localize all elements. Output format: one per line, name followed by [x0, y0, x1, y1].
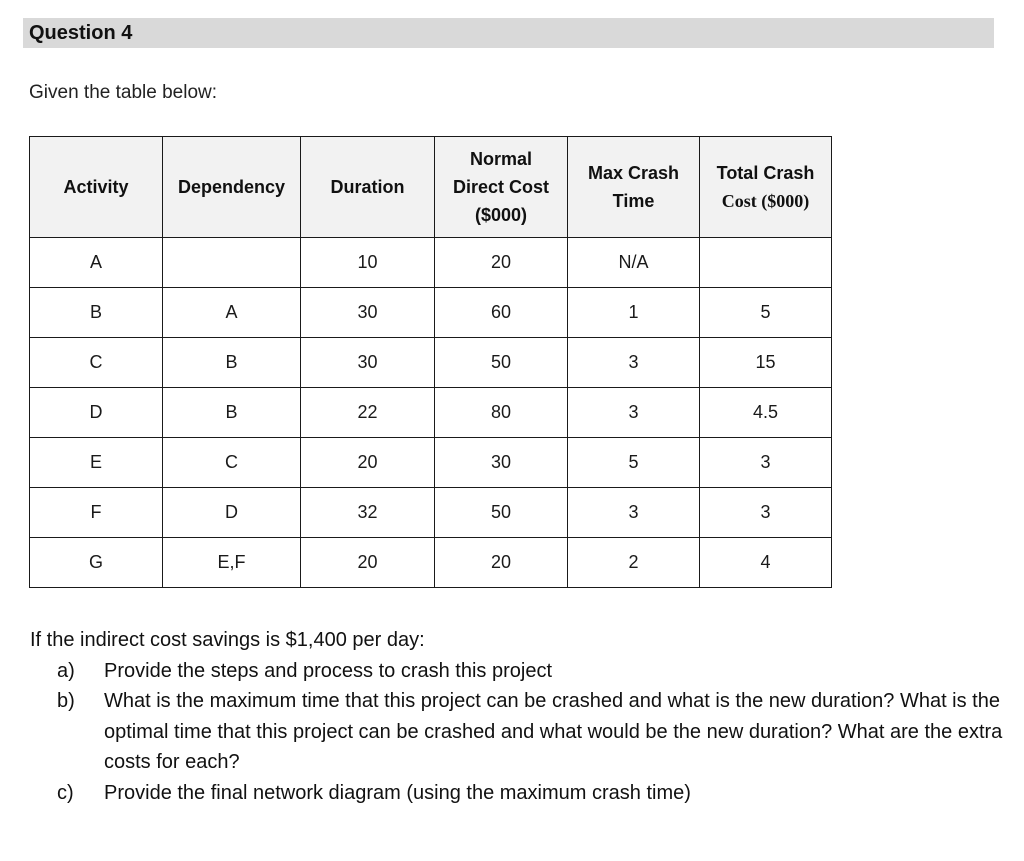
table-row — [30, 338, 832, 388]
header-max-crash-time — [568, 137, 700, 238]
questions-block — [30, 625, 1007, 808]
question-item — [57, 686, 1007, 778]
header-max-crash-line2: Time — [612, 191, 655, 211]
cell-activity: F — [30, 488, 163, 538]
question-list — [57, 656, 1007, 809]
question-header — [23, 18, 994, 48]
cell-total-crash: 15 — [700, 338, 832, 388]
cell-dependency: C — [163, 438, 301, 488]
question-item-text: Provide the final network diagram (using the maximum crash time) — [104, 781, 691, 804]
table-row — [30, 538, 832, 588]
cell-dependency: B — [163, 388, 301, 438]
cell-max-crash: N/A — [568, 238, 700, 288]
header-total-crash-line1: Total Crash — [716, 163, 815, 183]
cell-duration: 32 — [301, 488, 435, 538]
header-normal-line1: Normal — [469, 149, 532, 169]
cell-total-crash: 3 — [700, 438, 832, 488]
question-title: Question 4 — [29, 21, 133, 44]
header-normal-direct-cost — [435, 137, 568, 238]
question-item-label: c) — [57, 781, 74, 804]
cell-dependency: E,F — [163, 538, 301, 588]
header-activity: Activity — [30, 137, 163, 238]
table-row — [30, 388, 832, 438]
cell-duration: 20 — [301, 438, 435, 488]
cell-total-crash: 5 — [700, 288, 832, 338]
question-item-text: What is the maximum time that this project can be crashed and what is the new duration? What is the optimal time that this project can be crashed and what would be the new duration? What are the extra costs for each? — [104, 690, 1003, 773]
header-total-crash-line2: Cost ($000) — [721, 191, 810, 211]
table-row — [30, 488, 832, 538]
cell-activity: E — [30, 438, 163, 488]
cell-normal-cost: 30 — [435, 438, 568, 488]
header-normal-line3: ($000) — [474, 205, 528, 225]
header-normal-line2: Direct Cost — [452, 177, 550, 197]
table-row — [30, 438, 832, 488]
cell-max-crash: 1 — [568, 288, 700, 338]
header-dependency: Dependency — [163, 137, 301, 238]
cell-duration: 30 — [301, 338, 435, 388]
cell-dependency: D — [163, 488, 301, 538]
cell-max-crash: 5 — [568, 438, 700, 488]
cell-max-crash: 2 — [568, 538, 700, 588]
cell-activity: C — [30, 338, 163, 388]
intro-text: Given the table below: — [29, 82, 218, 103]
cell-dependency — [163, 238, 301, 288]
question-item — [57, 656, 1007, 687]
cell-total-crash: 4 — [700, 538, 832, 588]
cell-normal-cost: 60 — [435, 288, 568, 338]
question-item-label: b) — [57, 690, 75, 712]
cell-normal-cost: 20 — [435, 538, 568, 588]
cell-max-crash: 3 — [568, 488, 700, 538]
question-item — [57, 778, 1007, 809]
cell-max-crash: 3 — [568, 388, 700, 438]
cell-duration: 20 — [301, 538, 435, 588]
cell-duration: 22 — [301, 388, 435, 438]
question-item-text: Provide the steps and process to crash this project — [104, 659, 553, 682]
header-max-crash-line1: Max Crash — [587, 163, 680, 183]
cell-total-crash — [700, 238, 832, 288]
cell-activity: D — [30, 388, 163, 438]
cell-normal-cost: 50 — [435, 488, 568, 538]
header-duration: Duration — [301, 137, 435, 238]
cell-max-crash: 3 — [568, 338, 700, 388]
header-total-crash-cost — [700, 137, 832, 238]
cell-dependency: B — [163, 338, 301, 388]
cell-dependency: A — [163, 288, 301, 338]
cell-duration: 10 — [301, 238, 435, 288]
question-item-label: a) — [57, 659, 75, 682]
cell-normal-cost: 20 — [435, 238, 568, 288]
activity-table — [29, 136, 832, 588]
cell-total-crash: 4.5 — [700, 388, 832, 438]
cell-normal-cost: 80 — [435, 388, 568, 438]
cell-normal-cost: 50 — [435, 338, 568, 388]
table-header-row — [30, 137, 832, 238]
cell-activity: A — [30, 238, 163, 288]
cell-total-crash: 3 — [700, 488, 832, 538]
cell-duration: 30 — [301, 288, 435, 338]
cell-activity: B — [30, 288, 163, 338]
questions-lead: If the indirect cost savings is $1,400 per day: — [30, 629, 425, 651]
table-body — [30, 238, 832, 588]
table-row — [30, 238, 832, 288]
cell-activity: G — [30, 538, 163, 588]
table-row — [30, 288, 832, 338]
